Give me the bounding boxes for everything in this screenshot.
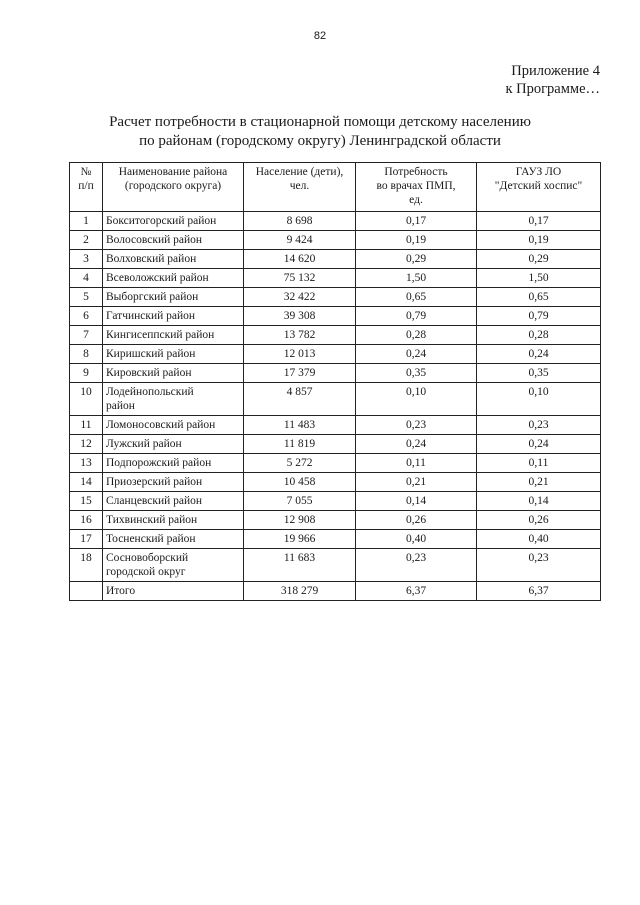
row-hospice-cell: 0,35 — [477, 364, 601, 383]
row-need-cell: 0,17 — [356, 212, 477, 231]
row-population-cell: 4 857 — [244, 383, 356, 416]
row-number-cell: 18 — [70, 549, 103, 582]
row-population-cell: 5 272 — [244, 454, 356, 473]
row-number-cell: 13 — [70, 454, 103, 473]
row-number-cell: 15 — [70, 492, 103, 511]
row-number-cell: 5 — [70, 288, 103, 307]
row-district-name-cell — [103, 345, 244, 364]
row-need-cell: 0,21 — [356, 473, 477, 492]
district-name-line: городской округ — [106, 566, 186, 578]
table-row — [70, 212, 601, 231]
row-hospice-cell: 0,19 — [477, 231, 601, 250]
row-population-cell: 12 908 — [244, 511, 356, 530]
district-name-line: Волховский район — [106, 253, 197, 265]
row-need-cell: 0,29 — [356, 250, 477, 269]
row-district-name-cell — [103, 250, 244, 269]
row-population-cell: 13 782 — [244, 326, 356, 345]
row-number-cell: 2 — [70, 231, 103, 250]
row-district-name-cell — [103, 288, 244, 307]
total-row — [70, 582, 601, 601]
header-row — [70, 163, 601, 212]
table-row — [70, 326, 601, 345]
row-number-cell: 7 — [70, 326, 103, 345]
row-district-name-cell — [103, 212, 244, 231]
district-name-line: Выборгский район — [106, 291, 199, 303]
district-name-line: Кингисеппский район — [106, 329, 215, 341]
row-district-name-cell — [103, 435, 244, 454]
table-row — [70, 416, 601, 435]
table-row — [70, 435, 601, 454]
row-hospice-cell: 0,65 — [477, 288, 601, 307]
row-population-cell: 11 819 — [244, 435, 356, 454]
district-name-line: Тихвинский район — [106, 514, 198, 526]
row-hospice-cell: 0,11 — [477, 454, 601, 473]
table-row — [70, 269, 601, 288]
needs-table — [69, 162, 601, 601]
total-population-cell: 318 279 — [244, 582, 356, 601]
row-population-cell: 7 055 — [244, 492, 356, 511]
row-population-cell: 14 620 — [244, 250, 356, 269]
row-need-cell: 1,50 — [356, 269, 477, 288]
table-row — [70, 530, 601, 549]
row-district-name-cell — [103, 492, 244, 511]
district-name-line: Ломоносовский район — [106, 419, 216, 431]
row-need-cell: 0,24 — [356, 435, 477, 454]
table-row — [70, 383, 601, 416]
header-hospice: ГАУЗ ЛО "Детский хоспис" — [477, 163, 601, 212]
row-district-name-cell — [103, 549, 244, 582]
row-hospice-cell: 0,40 — [477, 530, 601, 549]
row-number-cell: 16 — [70, 511, 103, 530]
row-population-cell: 39 308 — [244, 307, 356, 326]
row-population-cell: 12 013 — [244, 345, 356, 364]
total-need-cell: 6,37 — [356, 582, 477, 601]
district-name-line: Всеволожский район — [106, 272, 209, 284]
row-need-cell: 0,24 — [356, 345, 477, 364]
row-hospice-cell: 0,24 — [477, 345, 601, 364]
row-hospice-cell: 0,23 — [477, 549, 601, 582]
district-name-line: Волосовский район — [106, 234, 203, 246]
district-name-line: Гатчинский район — [106, 310, 196, 322]
row-hospice-cell: 0,10 — [477, 383, 601, 416]
total-hospice-cell: 6,37 — [477, 582, 601, 601]
total-label-cell: Итого — [103, 582, 244, 601]
district-name-line: Лужский район — [106, 438, 182, 450]
row-population-cell: 19 966 — [244, 530, 356, 549]
row-need-cell: 0,26 — [356, 511, 477, 530]
row-hospice-cell: 0,17 — [477, 212, 601, 231]
table-header — [70, 163, 601, 212]
district-name-line: Бокситогорский район — [106, 215, 217, 227]
document-title — [0, 113, 640, 151]
row-hospice-cell: 0,28 — [477, 326, 601, 345]
row-need-cell: 0,23 — [356, 416, 477, 435]
row-district-name-cell — [103, 383, 244, 416]
row-district-name-cell — [103, 326, 244, 345]
total-number-cell — [70, 582, 103, 601]
table-row — [70, 364, 601, 383]
row-district-name-cell — [103, 231, 244, 250]
table-row — [70, 473, 601, 492]
row-hospice-cell: 0,24 — [477, 435, 601, 454]
row-number-cell: 9 — [70, 364, 103, 383]
row-need-cell: 0,28 — [356, 326, 477, 345]
page-number: 82 — [313, 30, 327, 42]
row-hospice-cell: 0,29 — [477, 250, 601, 269]
row-need-cell: 0,23 — [356, 549, 477, 582]
district-name-line: Киришский район — [106, 348, 196, 360]
table-row — [70, 549, 601, 582]
row-number-cell: 11 — [70, 416, 103, 435]
district-name-line: район — [106, 400, 135, 412]
row-number-cell: 6 — [70, 307, 103, 326]
row-need-cell: 0,14 — [356, 492, 477, 511]
table-row — [70, 307, 601, 326]
table-row — [70, 231, 601, 250]
row-population-cell: 10 458 — [244, 473, 356, 492]
table-row — [70, 492, 601, 511]
row-hospice-cell: 0,21 — [477, 473, 601, 492]
row-population-cell: 11 483 — [244, 416, 356, 435]
row-district-name-cell — [103, 307, 244, 326]
row-need-cell: 0,11 — [356, 454, 477, 473]
row-number-cell: 1 — [70, 212, 103, 231]
row-need-cell: 0,19 — [356, 231, 477, 250]
row-population-cell: 11 683 — [244, 549, 356, 582]
row-number-cell: 12 — [70, 435, 103, 454]
row-district-name-cell — [103, 511, 244, 530]
row-district-name-cell — [103, 416, 244, 435]
title-line-2: по районам (городскому округу) Ленинградской области — [139, 133, 501, 149]
row-number-cell: 4 — [70, 269, 103, 288]
row-need-cell: 0,40 — [356, 530, 477, 549]
row-hospice-cell: 0,79 — [477, 307, 601, 326]
row-number-cell: 17 — [70, 530, 103, 549]
appendix-line-2: к Программе… — [505, 81, 600, 97]
row-population-cell: 9 424 — [244, 231, 356, 250]
table-body — [70, 212, 601, 601]
district-name-line: Приозерский район — [106, 476, 203, 488]
table-row — [70, 454, 601, 473]
header-population: Население (дети), чел. — [244, 163, 356, 212]
row-population-cell: 17 379 — [244, 364, 356, 383]
header-district-name: Наименование района (городского округа) — [103, 163, 244, 212]
district-name-line: Сосновоборский — [106, 552, 189, 564]
district-name-line: Тосненский район — [106, 533, 196, 545]
row-population-cell: 8 698 — [244, 212, 356, 231]
row-hospice-cell: 0,23 — [477, 416, 601, 435]
row-hospice-cell: 1,50 — [477, 269, 601, 288]
row-need-cell: 0,10 — [356, 383, 477, 416]
row-number-cell: 10 — [70, 383, 103, 416]
row-district-name-cell — [103, 530, 244, 549]
row-population-cell: 75 132 — [244, 269, 356, 288]
district-name-line: Подпорожский район — [106, 457, 212, 469]
row-district-name-cell — [103, 269, 244, 288]
district-name-line: Лодейнопольский — [106, 386, 194, 398]
row-hospice-cell: 0,26 — [477, 511, 601, 530]
table-row — [70, 511, 601, 530]
row-hospice-cell: 0,14 — [477, 492, 601, 511]
table-row — [70, 345, 601, 364]
title-line-1: Расчет потребности в стационарной помощи детскому населению — [109, 114, 531, 130]
appendix-reference — [505, 62, 600, 98]
row-district-name-cell — [103, 364, 244, 383]
row-district-name-cell — [103, 454, 244, 473]
row-district-name-cell — [103, 473, 244, 492]
table-row — [70, 250, 601, 269]
appendix-line-1: Приложение 4 — [511, 63, 600, 79]
row-need-cell: 0,35 — [356, 364, 477, 383]
district-name-line: Кировский район — [106, 367, 192, 379]
row-population-cell: 32 422 — [244, 288, 356, 307]
row-need-cell: 0,65 — [356, 288, 477, 307]
header-number: № п/п — [70, 163, 103, 212]
row-need-cell: 0,79 — [356, 307, 477, 326]
header-need: Потребность во врачах ПМП, ед. — [356, 163, 477, 212]
row-number-cell: 8 — [70, 345, 103, 364]
row-number-cell: 14 — [70, 473, 103, 492]
table-row — [70, 288, 601, 307]
row-number-cell: 3 — [70, 250, 103, 269]
district-name-line: Сланцевский район — [106, 495, 203, 507]
